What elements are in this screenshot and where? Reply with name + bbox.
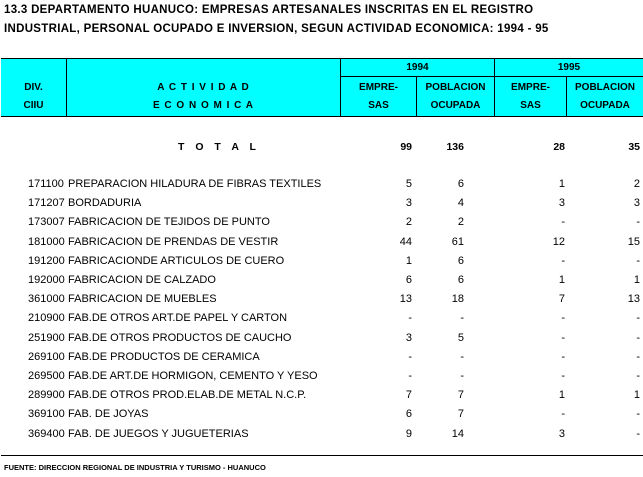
activity-name: FAB.DE OTROS PRODUCTOS DE CAUCHO	[68, 331, 292, 344]
header-year-1995: 1995	[557, 62, 581, 73]
value-cell: -	[408, 370, 412, 382]
table-row	[0, 216, 643, 232]
value-cell: 3	[405, 331, 412, 344]
activity-name: BORDADURIA	[68, 197, 142, 210]
value-cell: 3	[558, 427, 565, 440]
value-cell: 13	[399, 293, 412, 306]
value-cell: -	[636, 370, 640, 382]
activity-name: FAB.DE ART.DE HORMIGON, CEMENTO Y YESO	[68, 370, 318, 382]
table-row	[0, 332, 643, 348]
ciiu-code: 181000	[28, 235, 65, 248]
table-row	[0, 389, 643, 405]
ciiu-code: 369100	[28, 408, 65, 421]
value-cell: 5	[457, 331, 464, 344]
value-cell: 18	[451, 293, 464, 306]
header-actividad: A C T I V I D A D	[157, 82, 250, 93]
total-empresas-1994: 99	[400, 141, 412, 153]
total-poblacion-1995: 35	[628, 141, 640, 153]
ciiu-code: 171100	[28, 178, 64, 190]
activity-name: FABRICACION DE CALZADO	[68, 274, 216, 286]
value-cell: -	[561, 370, 565, 382]
value-cell: 1	[633, 274, 640, 286]
value-cell: -	[561, 312, 565, 325]
header-empresas-1994-b: SAS	[368, 100, 389, 111]
table-row	[0, 428, 643, 444]
value-cell: -	[636, 427, 640, 440]
value-cell: -	[636, 312, 640, 325]
value-cell: 1	[405, 254, 412, 267]
value-cell: 1	[558, 389, 565, 402]
value-cell: 44	[399, 235, 412, 248]
total-poblacion-1994: 136	[446, 141, 464, 153]
header-year-1994: 1994	[406, 62, 429, 73]
ciiu-code: 361000	[28, 293, 65, 306]
value-cell: -	[561, 350, 565, 363]
value-cell: 7	[558, 293, 565, 306]
value-cell: -	[408, 312, 412, 325]
value-cell: -	[408, 350, 412, 363]
value-cell: -	[460, 312, 464, 325]
header-ciiu: CIIU	[23, 100, 44, 111]
value-cell: 6	[457, 254, 464, 267]
total-label: T O T A L	[178, 141, 260, 153]
value-cell: 61	[451, 235, 464, 248]
ciiu-code: 251900	[28, 331, 65, 344]
header-bottom-border	[1, 116, 643, 117]
value-cell: 12	[552, 235, 565, 248]
table-row	[0, 255, 643, 271]
total-row	[0, 141, 643, 157]
table-row	[0, 274, 643, 290]
header-poblacion-1994-b: OCUPADA	[430, 100, 481, 111]
value-cell: 6	[457, 178, 464, 190]
value-cell: -	[561, 254, 565, 267]
ciiu-code: 171207	[28, 197, 65, 210]
value-cell: 7	[457, 408, 464, 421]
value-cell: 1	[558, 178, 565, 190]
value-cell: -	[561, 331, 565, 344]
value-cell: -	[561, 216, 565, 229]
value-cell: -	[460, 370, 464, 382]
total-empresas-1995: 28	[553, 141, 565, 153]
ciiu-code: 269100	[28, 350, 65, 363]
table-row	[0, 236, 643, 252]
table-bottom-border	[1, 455, 643, 456]
header-div: DIV.	[24, 82, 43, 93]
value-cell: -	[561, 408, 565, 421]
header-poblacion-1995: POBLACION	[575, 82, 635, 93]
ciiu-code: 269500	[28, 370, 65, 382]
ciiu-code: 173007	[28, 216, 65, 229]
value-cell: 7	[405, 389, 412, 402]
year-divider	[340, 76, 643, 77]
value-cell: 1	[558, 274, 565, 286]
value-cell: 9	[405, 427, 412, 440]
value-cell: 13	[627, 293, 640, 306]
header-empresas-1995: EMPRE-	[511, 82, 550, 93]
value-cell: 2	[457, 216, 464, 229]
table-row	[0, 293, 643, 309]
header-economica: E C O N O M I C A	[152, 100, 255, 111]
value-cell: 3	[558, 197, 565, 210]
activity-name: FAB.DE OTROS ART.DE PAPEL Y CARTON	[68, 312, 288, 325]
value-cell: 6	[405, 274, 412, 286]
ciiu-code: 369400	[28, 427, 65, 440]
value-cell: 3	[633, 197, 640, 210]
header-empresas-1994: EMPRE-	[359, 82, 398, 93]
activity-name: FABRICACION DE TEJIDOS DE PUNTO	[68, 216, 270, 229]
value-cell: -	[636, 216, 640, 229]
source-footer: FUENTE: DIRECCION REGIONAL DE INDUSTRIA Y TURISMO - HUANUCO	[4, 463, 266, 472]
ciiu-code: 191200	[28, 254, 65, 267]
header-poblacion-1995-b: OCUPADA	[580, 100, 630, 111]
value-cell: 7	[457, 389, 464, 402]
table-title-line-1: 13.3 DEPARTAMENTO HUANUCO: EMPRESAS ARTESANALES INSCRITAS EN EL REGISTRO	[4, 4, 534, 16]
ciiu-code: 192000	[28, 274, 65, 286]
header-empresas-1995-b: SAS	[520, 100, 541, 111]
activity-name: FAB. DE JUEGOS Y JUGUETERIAS	[68, 427, 249, 440]
value-cell: 4	[457, 197, 464, 210]
table-row	[0, 408, 643, 424]
value-cell: 3	[405, 197, 412, 210]
value-cell: -	[636, 408, 640, 421]
activity-name: FABRICACION DE MUEBLES	[68, 293, 217, 306]
table-row	[0, 178, 643, 194]
activity-name: FAB.DE PRODUCTOS DE CERAMICA	[68, 350, 260, 363]
value-cell: 5	[405, 178, 412, 190]
activity-name: PREPARACION HILADURA DE FIBRAS TEXTILES	[68, 178, 322, 190]
value-cell: -	[636, 254, 640, 267]
value-cell: 2	[405, 216, 412, 229]
value-cell: 6	[457, 274, 464, 286]
activity-name: FABRICACIONDE ARTICULOS DE CUERO	[68, 254, 285, 267]
value-cell: 14	[451, 427, 464, 440]
value-cell: -	[636, 350, 640, 363]
header-top-border	[1, 58, 643, 59]
ciiu-code: 210900	[28, 312, 65, 325]
table-row	[0, 370, 643, 386]
table-row	[0, 197, 643, 213]
table-row	[0, 351, 643, 367]
value-cell: 6	[405, 408, 412, 421]
table-row	[0, 312, 643, 328]
value-cell: 2	[633, 178, 640, 190]
activity-name: FAB. DE JOYAS	[68, 408, 149, 421]
table-title-line-2: INDUSTRIAL, PERSONAL OCUPADO E INVERSION, SEGUN ACTIVIDAD ECONOMICA: 1994 - 95	[4, 23, 549, 35]
activity-name: FAB.DE OTROS PROD.ELAB.DE METAL N.C.P.	[68, 389, 307, 402]
value-cell: -	[460, 350, 464, 363]
ciiu-code: 289900	[28, 389, 65, 402]
value-cell: 1	[633, 389, 640, 402]
value-cell: -	[636, 331, 640, 344]
activity-name: FABRICACION DE PRENDAS DE VESTIR	[68, 235, 279, 248]
header-poblacion-1994: POBLACION	[425, 82, 486, 93]
value-cell: 15	[627, 235, 640, 248]
